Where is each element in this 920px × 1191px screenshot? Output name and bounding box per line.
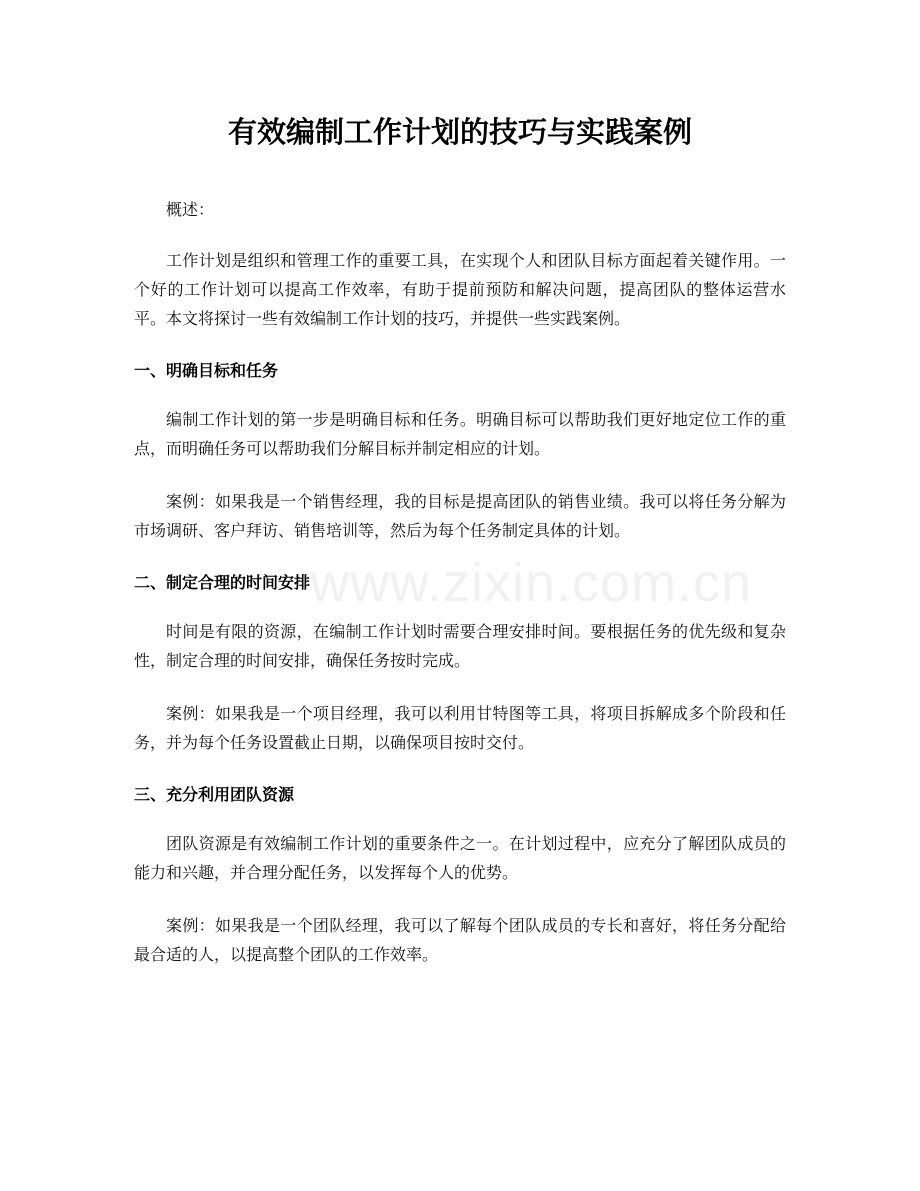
section-heading-2: 二、制定合理的时间安排 xyxy=(134,573,311,592)
section-body-2: 时间是有限的资源，在编制工作计划时需要合理安排时间。要根据任务的优先级和复杂性，制定合理的时间安排，确保任务按时完成。 xyxy=(134,622,786,670)
section-case-2: 案例：如果我是一个项目经理，我可以利用甘特图等工具，将项目拆解成多个阶段和任务，并为每个任务设置截止日期，以确保项目按时交付。 xyxy=(134,704,786,752)
section-case-1: 案例：如果我是一个销售经理，我的目标是提高团队的销售业绩。我可以将任务分解为市场调研、客户拜访、销售培训等，然后为每个任务制定具体的计划。 xyxy=(134,492,786,540)
intro-label: 概述： xyxy=(166,200,215,219)
section-heading-1: 一、明确目标和任务 xyxy=(134,361,279,380)
intro-paragraph: 工作计划是组织和管理工作的重要工具，在实现个人和团队目标方面起着关键作用。一个好的工作计划可以提高工作效率，有助于提前预防和解决问题，提高团队的整体运营水平。本文将探讨一些有效编制工作计划的技巧，并提供一些实践案例。 xyxy=(134,251,786,328)
section-case-3: 案例：如果我是一个团队经理，我可以了解每个团队成员的专长和喜好，将任务分配给最合适的人，以提高整个团队的工作效率。 xyxy=(134,916,786,964)
section-heading-3: 三、充分利用团队资源 xyxy=(134,785,295,804)
document-title: 有效编制工作计划的技巧与实践案例 xyxy=(227,115,692,149)
document-content xyxy=(134,112,786,993)
section-body-1: 编制工作计划的第一步是明确目标和任务。明确目标可以帮助我们更好地定位工作的重点，而明确任务可以帮助我们分解目标并制定相应的计划。 xyxy=(134,410,786,458)
section-body-3: 团队资源是有效编制工作计划的重要条件之一。在计划过程中，应充分了解团队成员的能力和兴趣，并合理分配任务，以发挥每个人的优势。 xyxy=(134,834,786,882)
watermark: www.zixin.com.cn xyxy=(310,553,753,613)
